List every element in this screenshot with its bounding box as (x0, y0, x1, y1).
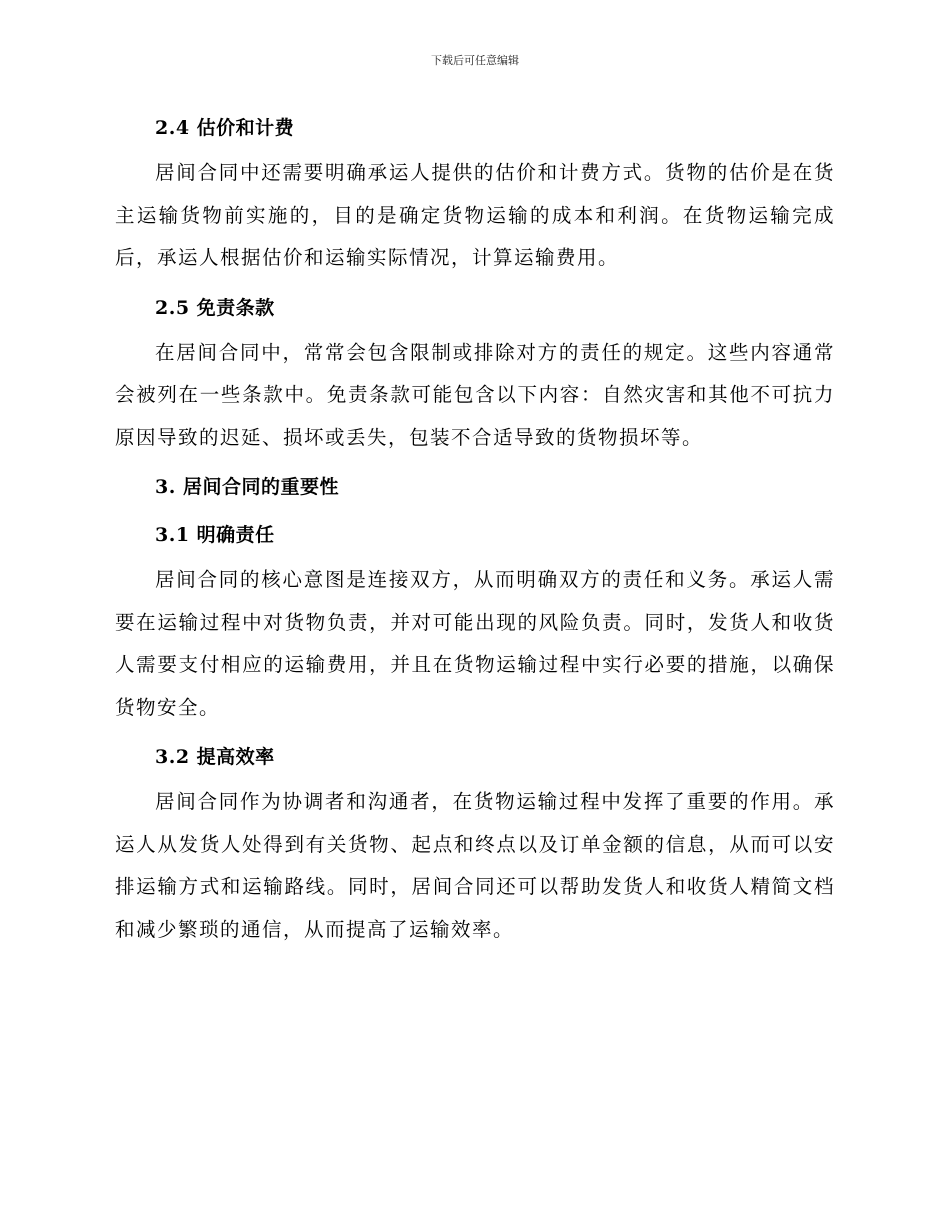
section-paragraph-3-2: 居间合同作为协调者和沟通者，在货物运输过程中发挥了重要的作用。承运人从发货人处得到有关货物、起点和终点以及订单金额的信息，从而可以安排运输方式和运输路线。同时，居间合同还可以帮助发货人和收货人精简文档和减少繁琐的通信，从而提高了运输效率。 (115, 790, 835, 941)
section-paragraph-2-4: 居间合同中还需要明确承运人提供的估价和计费方式。货物的估价是在货主运输货物前实施的，目的是确定货物运输的成本和利润。在货物运输完成后，承运人根据估价和运输实际情况，计算运输费用。 (115, 161, 835, 269)
section-heading-2-5: 2.5 免责条款 (155, 296, 275, 319)
document-body (115, 108, 835, 959)
section-heading-3: 3. 居间合同的重要性 (155, 476, 339, 498)
section-heading-3-2: 3.2 提高效率 (155, 746, 275, 768)
section-heading-3-1: 3.1 明确责任 (155, 524, 275, 546)
section-paragraph-2-5: 在居间合同中，常常会包含限制或排除对方的责任的规定。这些内容通常会被列在一些条款中。免责条款可能包含以下内容：自然灾害和其他不可抗力原因导致的迟延、损坏或丢失，包装不合适导致的货物损坏等。 (115, 340, 835, 449)
page-header: 下载后可任意编辑 (431, 54, 519, 67)
section-paragraph-3-1: 居间合同的核心意图是连接双方，从而明确双方的责任和义务。承运人需要在运输过程中对货物负责，并对可能出现的风险负责。同时，发货人和收货人需要支付相应的运输费用，并且在货物运输过程中实行必要的措施，以确保货物安全。 (115, 568, 835, 719)
section-heading-2-4: 2.4 估价和计费 (155, 117, 295, 139)
